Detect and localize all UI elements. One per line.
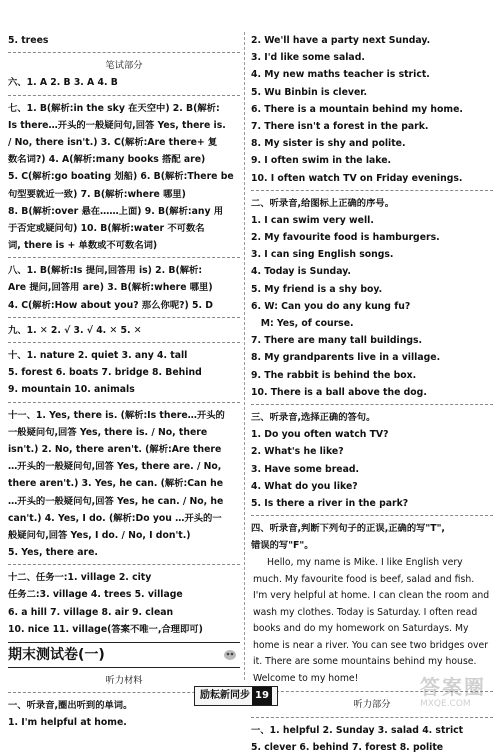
listening-passage — [251, 554, 493, 688]
answer-line: 9. I often swim in the lake. — [251, 155, 392, 167]
answer-line: 8. My sister is shy and polite. — [251, 138, 406, 150]
listening-part-one — [251, 32, 493, 187]
answer-line: 3. I can sing English songs. — [251, 249, 394, 261]
section-separator — [251, 515, 493, 516]
answer-line: 7. There are many tall buildings. — [251, 335, 423, 347]
answer-line: 6. There is a mountain behind my home. — [251, 103, 463, 115]
section-separator — [8, 564, 240, 565]
left-column — [8, 32, 240, 732]
answer-line: 5. Yes, there are. — [8, 547, 98, 559]
answer-line: 十二、任务一:1. village 2. city — [8, 572, 152, 584]
answer-line: Is there…开头的一般疑问句,回答 Yes, there is. — [8, 119, 226, 131]
listening-part-four — [251, 520, 493, 688]
section-separator — [8, 317, 240, 318]
answer-line: 一、1. helpful 2. Sunday 3. salad 4. strict — [251, 724, 464, 736]
answer-line: can't.) 4. Yes, I do. (解析:Do you …开头的一 — [8, 512, 222, 524]
answer-line: 5. Is there a river in the park? — [251, 497, 409, 509]
answer-line: 4. C(解析:How about you? 那么你呢?) 5. D — [8, 299, 213, 311]
section-separator — [8, 52, 240, 53]
answer-line: 3. I'd like some salad. — [251, 52, 365, 64]
watermark — [420, 676, 498, 716]
listening-material-heading: 听力材料 — [105, 675, 143, 686]
section-title-text: 期末测试卷(一) — [8, 647, 105, 663]
page-number: 19 — [252, 687, 272, 705]
answer-line: 十一、1. Yes, there is. (解析:Is there…开头的 — [8, 409, 225, 421]
answer-line: 9. mountain 10. animals — [8, 384, 135, 396]
listening-instruction: 一、听录音,圈出听到的单词。 — [8, 700, 133, 712]
answer-line: 10. I often watch TV on Friday evenings. — [251, 172, 463, 184]
answer-line: 1. Do you often watch TV? — [251, 429, 389, 441]
answer-line: 般疑问句,回答 Yes, I do. / No, I don't.) — [8, 529, 191, 541]
answer-line: 8. B(解析:over 悬在……上面) 9. B(解析:any 用 — [8, 205, 224, 217]
passage-text: Hello, my name is Mike. I like English very much. My favourite food is beef, salad and fish. I'm very helpful at home. I can clean the room and wash my clothes. Today is Saturday. I often read books and do my homework on Saturdays. My home is near a river. You can see two bridges over it. There are some mountains behind my house. Welcome to my home! — [253, 557, 490, 684]
answer-line: 10. There is a ball above the dog. — [251, 386, 427, 398]
answer-line: 5. trees — [8, 35, 49, 46]
listening-instruction: 四、听录音,判断下列句子的正误,正确的写"T", — [251, 523, 445, 535]
listening-part-three — [251, 409, 493, 512]
answer-line: 5. Wu Binbin is clever. — [251, 86, 368, 98]
answer-line: isn't.) 2. No, there aren't. (解析:Are there — [8, 443, 222, 455]
answer-line: 10. nice 11. village(答案不唯一,合理即可) — [8, 623, 203, 635]
right-column — [251, 32, 493, 756]
listening-part-heading: 听力部分 — [353, 699, 391, 711]
answer-line: 2. What's he like? — [251, 446, 344, 458]
answer-line: 2. My favourite food is hamburgers. — [251, 232, 440, 244]
section-separator — [8, 95, 240, 96]
owl-icon — [222, 648, 238, 660]
brand-name: 励耘新同步 — [200, 690, 250, 701]
section-separator — [251, 190, 493, 191]
watermark-text: 答案圈 — [420, 675, 486, 699]
answer-q7 — [8, 100, 240, 255]
answer-line: 5. clever 6. behind 7. forest 8. polite — [251, 741, 444, 753]
answer-q8 — [8, 262, 240, 314]
answer-line: 3. Have some bread. — [251, 463, 360, 475]
answer-line: 任务二:3. village 4. trees 5. village — [8, 589, 183, 601]
answer-line: 6. a hill 7. village 8. air 9. clean — [8, 606, 174, 618]
answer-line: 5. forest 6. boats 7. bridge 8. Behind — [8, 367, 202, 379]
answer-line: 6. W: Can you do any kung fu? — [251, 300, 411, 312]
answer-q6: 六、1. A 2. B 3. A 4. B — [8, 77, 118, 89]
answer-line: 4. What do you like? — [251, 480, 358, 492]
listening-part-two — [251, 195, 493, 401]
answer-line: there aren't.) 3. Yes, he can. (解析:Can he — [8, 478, 224, 490]
listening-instruction: 二、听录音,给图标上正确的序号。 — [251, 197, 394, 209]
section-separator — [8, 402, 240, 403]
listening-instruction: 错误的写"F"。 — [251, 540, 314, 552]
column-divider — [244, 32, 245, 680]
answer-q11 — [8, 407, 240, 562]
answer-line: M: Yes, of course. — [251, 318, 354, 329]
answer-line: 5. C(解析:go boating 划船) 6. B(解析:There be — [8, 171, 234, 183]
answer-line: 十、1. nature 2. quiet 3. any 4. tall — [8, 350, 188, 361]
answer-line: 一般疑问句,回答 Yes, there is. / No, there — [8, 426, 208, 438]
section-separator — [251, 717, 493, 718]
listening-instruction: 三、听录音,选择正确的答句。 — [251, 411, 376, 423]
watermark-url: MXQE.COM — [420, 699, 471, 709]
brand-badge — [194, 686, 278, 706]
answer-line: 八、1. B(解析:Is 提问,回答用 is) 2. B(解析: — [8, 265, 203, 277]
answer-line: 于否定或疑问句) 10. B(解析:water 不可数名 — [8, 222, 205, 234]
answer-line: …开头的一般疑问句,回答 Yes, there are. / No, — [8, 461, 222, 473]
answer-line: 4. My new maths teacher is strict. — [251, 69, 430, 81]
answer-line: / No, there isn't.) 3. C(解析:Are there+ 复 — [8, 136, 218, 148]
answer-line: Are 提问,回答用 are) 3. B(解析:where 哪里) — [8, 282, 213, 294]
answer-line: 七、1. B(解析:in the sky 在天空中) 2. B(解析: — [8, 102, 220, 114]
answer-line: 5. My friend is a shy boy. — [251, 283, 383, 295]
answer-line: 2. We'll have a party next Sunday. — [251, 35, 431, 46]
answer-line: 9. The rabbit is behind the box. — [251, 369, 417, 381]
section-separator — [8, 257, 240, 258]
answer-line: 数名词?) 4. A(解析:many books 搭配 are) — [8, 154, 206, 166]
answer-line: 1. I can swim very well. — [251, 214, 374, 226]
answer-line: …开头的一般疑问句,回答 Yes, he can. / No, he — [8, 495, 224, 507]
answer-q12 — [8, 569, 240, 638]
section-separator — [251, 404, 493, 405]
answer-line: 1. I'm helpful at home. — [8, 717, 127, 729]
answer-line: 7. There isn't a forest in the park. — [251, 120, 429, 132]
answer-line: 4. Today is Sunday. — [251, 266, 351, 278]
answer-q9: 九、1. ✕ 2. √ 3. √ 4. ✕ 5. ✕ — [8, 324, 142, 336]
answer-line: 8. My grandparents live in a village. — [251, 352, 441, 364]
answer-q10 — [8, 347, 240, 399]
section-title — [8, 642, 240, 668]
answer-line: 词, there is + 单数或不可数名词) — [8, 240, 158, 252]
written-part-heading: 笔试部分 — [105, 60, 143, 72]
section-separator — [8, 342, 240, 343]
answer-line: 句型要就近一致) 7. B(解析:where 哪里) — [8, 188, 186, 200]
